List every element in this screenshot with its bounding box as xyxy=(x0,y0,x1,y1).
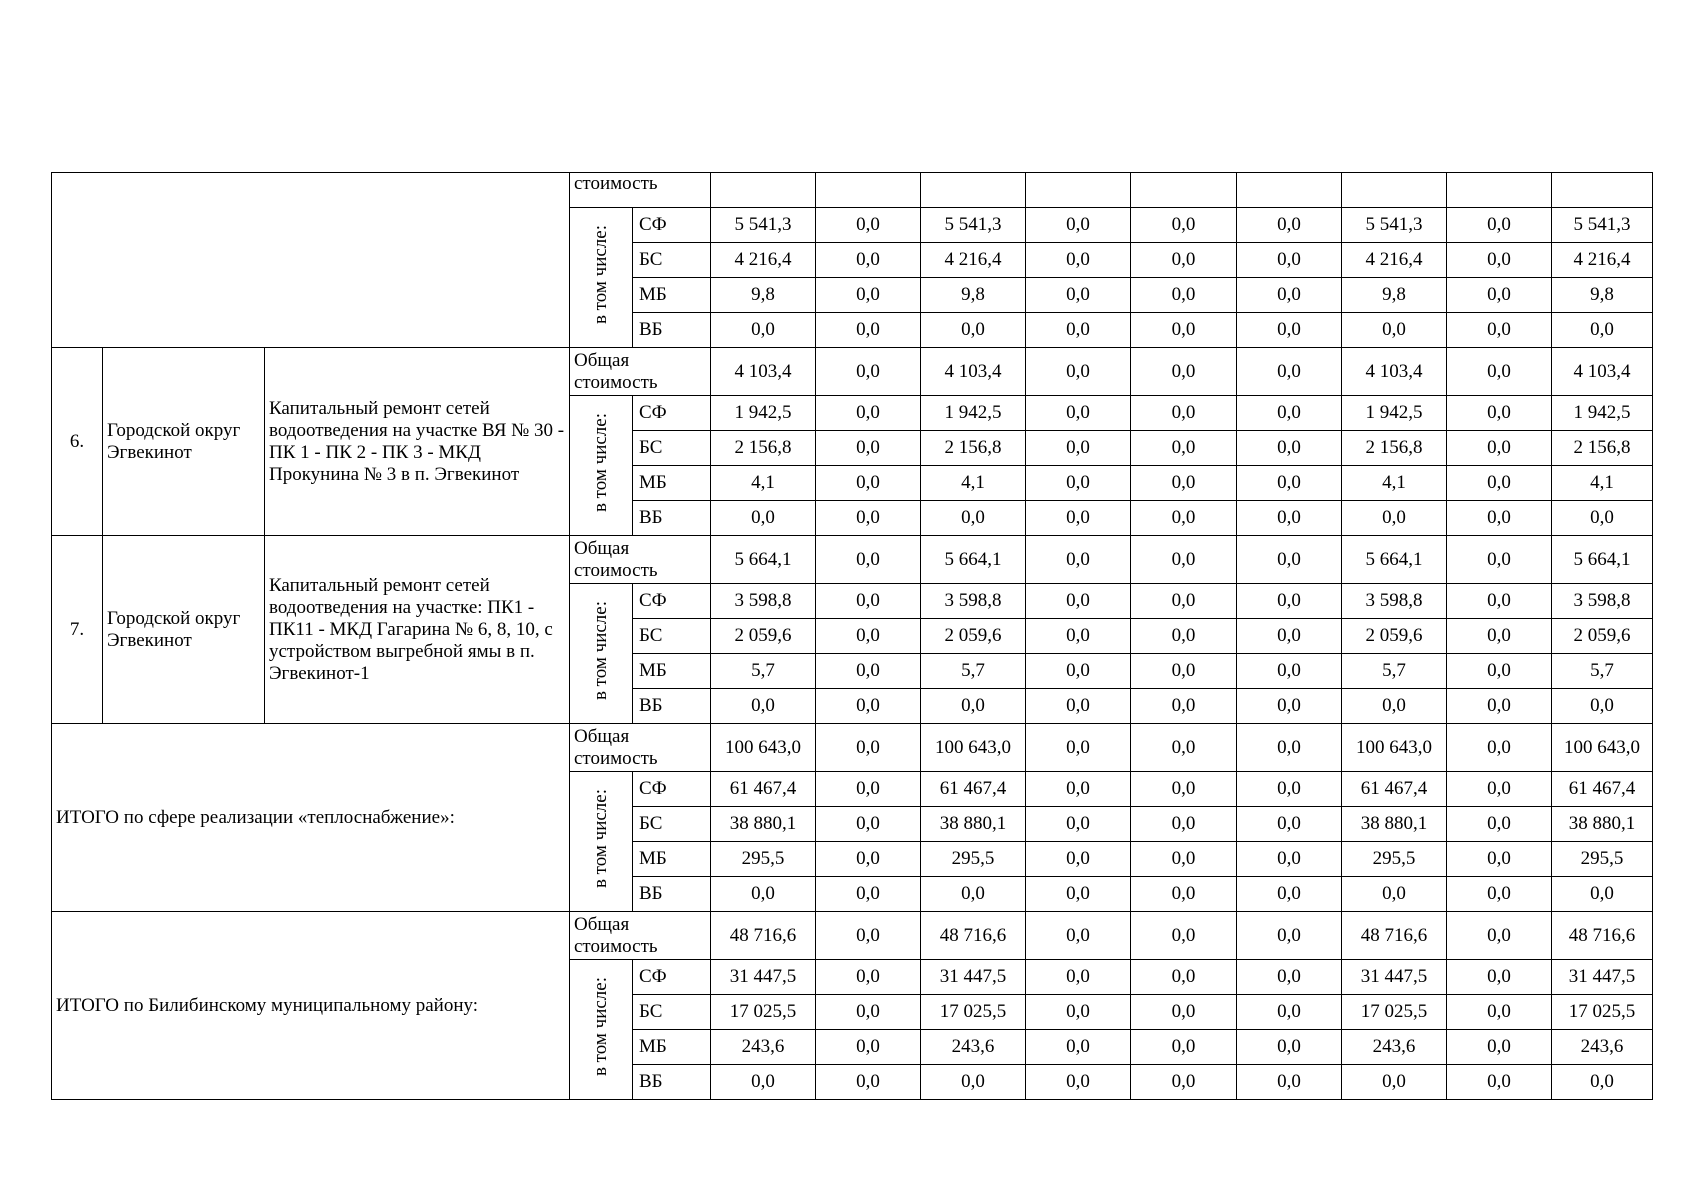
value-cell: 4 103,4 xyxy=(921,348,1026,396)
value-cell: 0,0 xyxy=(1447,431,1552,466)
funding-source-type: СФ xyxy=(633,772,711,807)
including-label: в том числе: xyxy=(570,960,633,1100)
value-cell: 0,0 xyxy=(1552,501,1653,536)
value-cell: 2 059,6 xyxy=(1342,619,1447,654)
value-cell: 100 643,0 xyxy=(1552,724,1653,772)
value-cell: 243,6 xyxy=(1552,1030,1653,1065)
value-cell: 17 025,5 xyxy=(1342,995,1447,1030)
total-cost-label: Общая стоимость xyxy=(570,724,711,772)
value-cell: 0,0 xyxy=(1131,431,1237,466)
total-cost-label: Общая стоимость xyxy=(570,912,711,960)
value-cell: 100 643,0 xyxy=(1342,724,1447,772)
value-cell: 0,0 xyxy=(1447,396,1552,431)
value-cell: 2 156,8 xyxy=(1552,431,1653,466)
value-cell: 0,0 xyxy=(1237,1030,1342,1065)
value-cell: 0,0 xyxy=(1026,466,1131,501)
value-cell: 1 942,5 xyxy=(921,396,1026,431)
value-cell: 0,0 xyxy=(1131,536,1237,584)
value-cell: 0,0 xyxy=(816,960,921,995)
value-cell: 0,0 xyxy=(1447,912,1552,960)
value-cell: 5 664,1 xyxy=(711,536,816,584)
value-cell: 0,0 xyxy=(1552,1065,1653,1100)
total-label: ИТОГО по сфере реализации «теплоснабжение»: xyxy=(52,724,570,912)
funding-source-type: МБ xyxy=(633,842,711,877)
funding-source-type: ВБ xyxy=(633,501,711,536)
value-cell: 0,0 xyxy=(1131,807,1237,842)
value-cell: 0,0 xyxy=(1237,724,1342,772)
value-cell: 0,0 xyxy=(1131,348,1237,396)
value-cell: 0,0 xyxy=(1131,619,1237,654)
value-cell: 17 025,5 xyxy=(711,995,816,1030)
value-cell: 0,0 xyxy=(1131,689,1237,724)
row-number: 7. xyxy=(52,536,103,724)
value-cell: 38 880,1 xyxy=(1552,807,1653,842)
value-cell xyxy=(1342,173,1447,208)
value-cell: 295,5 xyxy=(711,842,816,877)
value-cell: 0,0 xyxy=(1552,313,1653,348)
value-cell: 0,0 xyxy=(1447,208,1552,243)
value-cell: 0,0 xyxy=(1026,724,1131,772)
value-cell: 0,0 xyxy=(1237,877,1342,912)
value-cell: 0,0 xyxy=(1237,208,1342,243)
value-cell: 5 541,3 xyxy=(921,208,1026,243)
value-cell: 9,8 xyxy=(711,278,816,313)
value-cell: 0,0 xyxy=(816,1065,921,1100)
value-cell: 0,0 xyxy=(1342,313,1447,348)
value-cell: 0,0 xyxy=(1237,313,1342,348)
value-cell: 0,0 xyxy=(816,619,921,654)
funding-source-type: МБ xyxy=(633,1030,711,1065)
value-cell: 0,0 xyxy=(1447,877,1552,912)
value-cell: 61 467,4 xyxy=(711,772,816,807)
funding-source-type: МБ xyxy=(633,654,711,689)
value-cell xyxy=(1237,173,1342,208)
value-cell: 0,0 xyxy=(1342,1065,1447,1100)
value-cell: 0,0 xyxy=(1237,842,1342,877)
value-cell: 0,0 xyxy=(1131,501,1237,536)
funding-source-type: БС xyxy=(633,619,711,654)
value-cell: 2 156,8 xyxy=(921,431,1026,466)
value-cell: 31 447,5 xyxy=(1342,960,1447,995)
value-cell: 0,0 xyxy=(816,501,921,536)
value-cell: 0,0 xyxy=(1026,243,1131,278)
value-cell: 38 880,1 xyxy=(711,807,816,842)
value-cell: 295,5 xyxy=(1342,842,1447,877)
value-cell: 0,0 xyxy=(1447,724,1552,772)
total-cost-label: стоимость xyxy=(570,173,711,208)
funding-source-type: ВБ xyxy=(633,1065,711,1100)
total-cost-row xyxy=(52,536,1653,584)
funding-source-type: СФ xyxy=(633,396,711,431)
value-cell: 243,6 xyxy=(1342,1030,1447,1065)
value-cell: 0,0 xyxy=(1026,960,1131,995)
funding-source-type: БС xyxy=(633,243,711,278)
value-cell: 0,0 xyxy=(1026,912,1131,960)
total-cost-row xyxy=(52,173,1653,208)
value-cell: 0,0 xyxy=(1131,772,1237,807)
value-cell: 0,0 xyxy=(921,689,1026,724)
value-cell: 1 942,5 xyxy=(1552,396,1653,431)
value-cell: 0,0 xyxy=(1026,313,1131,348)
value-cell: 295,5 xyxy=(1552,842,1653,877)
value-cell: 0,0 xyxy=(921,501,1026,536)
value-cell: 0,0 xyxy=(1131,1065,1237,1100)
value-cell xyxy=(711,173,816,208)
value-cell: 0,0 xyxy=(1131,208,1237,243)
value-cell: 31 447,5 xyxy=(711,960,816,995)
value-cell xyxy=(816,173,921,208)
value-cell: 0,0 xyxy=(816,243,921,278)
value-cell xyxy=(921,173,1026,208)
value-cell: 9,8 xyxy=(1552,278,1653,313)
value-cell xyxy=(1552,173,1653,208)
value-cell: 243,6 xyxy=(921,1030,1026,1065)
value-cell: 0,0 xyxy=(1237,912,1342,960)
value-cell: 0,0 xyxy=(1237,396,1342,431)
value-cell: 0,0 xyxy=(1131,654,1237,689)
value-cell: 0,0 xyxy=(1026,501,1131,536)
value-cell: 3 598,8 xyxy=(921,584,1026,619)
value-cell: 0,0 xyxy=(1447,995,1552,1030)
value-cell: 2 156,8 xyxy=(1342,431,1447,466)
value-cell: 0,0 xyxy=(816,313,921,348)
value-cell: 0,0 xyxy=(816,877,921,912)
value-cell: 0,0 xyxy=(816,466,921,501)
value-cell: 5 541,3 xyxy=(711,208,816,243)
value-cell: 48 716,6 xyxy=(1342,912,1447,960)
value-cell: 0,0 xyxy=(1131,396,1237,431)
value-cell: 0,0 xyxy=(816,208,921,243)
value-cell: 0,0 xyxy=(1342,501,1447,536)
value-cell: 0,0 xyxy=(1237,772,1342,807)
value-cell: 48 716,6 xyxy=(711,912,816,960)
value-cell: 2 059,6 xyxy=(1552,619,1653,654)
value-cell: 5 541,3 xyxy=(1552,208,1653,243)
value-cell: 0,0 xyxy=(816,348,921,396)
value-cell: 0,0 xyxy=(711,877,816,912)
value-cell: 0,0 xyxy=(711,501,816,536)
value-cell: 243,6 xyxy=(711,1030,816,1065)
project-description: Капитальный ремонт сетей водоотведения на участке ВЯ № 30 - ПК 1 - ПК 2 - ПК 3 - МКД Прокунина № 3 в п. Эгвекинот xyxy=(265,348,570,536)
value-cell: 4 216,4 xyxy=(711,243,816,278)
value-cell: 0,0 xyxy=(921,877,1026,912)
value-cell: 0,0 xyxy=(1026,877,1131,912)
value-cell: 38 880,1 xyxy=(921,807,1026,842)
value-cell: 38 880,1 xyxy=(1342,807,1447,842)
value-cell: 0,0 xyxy=(816,912,921,960)
value-cell: 0,0 xyxy=(816,536,921,584)
value-cell: 61 467,4 xyxy=(1342,772,1447,807)
value-cell: 5,7 xyxy=(1552,654,1653,689)
value-cell: 0,0 xyxy=(816,278,921,313)
value-cell: 0,0 xyxy=(711,313,816,348)
value-cell: 0,0 xyxy=(921,1065,1026,1100)
value-cell: 0,0 xyxy=(1131,466,1237,501)
value-cell: 0,0 xyxy=(1237,278,1342,313)
funding-source-type: ВБ xyxy=(633,689,711,724)
value-cell: 0,0 xyxy=(1131,960,1237,995)
value-cell: 0,0 xyxy=(711,1065,816,1100)
value-cell: 0,0 xyxy=(1342,877,1447,912)
value-cell: 0,0 xyxy=(1131,313,1237,348)
funding-source-type: БС xyxy=(633,431,711,466)
value-cell: 0,0 xyxy=(1237,689,1342,724)
value-cell: 0,0 xyxy=(1131,243,1237,278)
value-cell: 48 716,6 xyxy=(1552,912,1653,960)
total-cost-label: Общая стоимость xyxy=(570,536,711,584)
financing-table xyxy=(51,172,1653,1100)
value-cell: 0,0 xyxy=(1026,772,1131,807)
value-cell: 0,0 xyxy=(1237,243,1342,278)
value-cell: 17 025,5 xyxy=(921,995,1026,1030)
funding-source-type: МБ xyxy=(633,466,711,501)
value-cell: 295,5 xyxy=(921,842,1026,877)
row-number: 6. xyxy=(52,348,103,536)
project-description: Капитальный ремонт сетей водоотведения на участке: ПК1 - ПК11 - МКД Гагарина № 6, 8, 10, с устройством выгребной ямы в п. Эгвекинот-1 xyxy=(265,536,570,724)
value-cell: 5 664,1 xyxy=(1552,536,1653,584)
value-cell: 0,0 xyxy=(816,724,921,772)
value-cell: 4,1 xyxy=(921,466,1026,501)
value-cell: 0,0 xyxy=(1026,348,1131,396)
value-cell: 0,0 xyxy=(1447,1030,1552,1065)
value-cell: 0,0 xyxy=(1131,724,1237,772)
value-cell: 5 664,1 xyxy=(1342,536,1447,584)
continued-block-label xyxy=(52,173,570,348)
value-cell: 4 216,4 xyxy=(921,243,1026,278)
funding-source-type: МБ xyxy=(633,278,711,313)
value-cell: 0,0 xyxy=(1237,654,1342,689)
value-cell: 2 156,8 xyxy=(711,431,816,466)
value-cell: 0,0 xyxy=(816,689,921,724)
value-cell: 0,0 xyxy=(1026,842,1131,877)
total-cost-label: Общая стоимость xyxy=(570,348,711,396)
value-cell: 4,1 xyxy=(1342,466,1447,501)
total-cost-row xyxy=(52,724,1653,772)
value-cell: 2 059,6 xyxy=(711,619,816,654)
value-cell: 4,1 xyxy=(1552,466,1653,501)
value-cell: 5 664,1 xyxy=(921,536,1026,584)
value-cell: 61 467,4 xyxy=(1552,772,1653,807)
value-cell: 0,0 xyxy=(1447,1065,1552,1100)
value-cell: 3 598,8 xyxy=(711,584,816,619)
value-cell: 100 643,0 xyxy=(921,724,1026,772)
value-cell: 9,8 xyxy=(1342,278,1447,313)
value-cell: 31 447,5 xyxy=(1552,960,1653,995)
value-cell: 9,8 xyxy=(921,278,1026,313)
value-cell: 48 716,6 xyxy=(921,912,1026,960)
value-cell: 61 467,4 xyxy=(921,772,1026,807)
value-cell: 2 059,6 xyxy=(921,619,1026,654)
value-cell: 0,0 xyxy=(1026,995,1131,1030)
value-cell: 0,0 xyxy=(711,689,816,724)
value-cell: 0,0 xyxy=(1447,842,1552,877)
value-cell: 0,0 xyxy=(816,995,921,1030)
value-cell: 0,0 xyxy=(1237,1065,1342,1100)
including-label: в том числе: xyxy=(570,772,633,912)
value-cell: 0,0 xyxy=(1447,536,1552,584)
value-cell: 0,0 xyxy=(1237,536,1342,584)
value-cell: 0,0 xyxy=(1447,278,1552,313)
municipality-cell: Городской округ Эгвекинот xyxy=(103,348,265,536)
funding-source-type: СФ xyxy=(633,584,711,619)
including-label: в том числе: xyxy=(570,584,633,724)
value-cell: 1 942,5 xyxy=(1342,396,1447,431)
funding-source-type: ВБ xyxy=(633,313,711,348)
value-cell: 0,0 xyxy=(1026,396,1131,431)
value-cell: 0,0 xyxy=(1237,501,1342,536)
value-cell: 0,0 xyxy=(1026,278,1131,313)
municipality-cell: Городской округ Эгвекинот xyxy=(103,536,265,724)
value-cell: 0,0 xyxy=(1237,348,1342,396)
value-cell: 5,7 xyxy=(711,654,816,689)
value-cell: 0,0 xyxy=(1237,995,1342,1030)
value-cell: 0,0 xyxy=(1131,842,1237,877)
value-cell: 0,0 xyxy=(1026,584,1131,619)
value-cell: 0,0 xyxy=(1552,689,1653,724)
value-cell: 4 216,4 xyxy=(1552,243,1653,278)
funding-source-type: СФ xyxy=(633,960,711,995)
value-cell: 0,0 xyxy=(1342,689,1447,724)
value-cell: 5,7 xyxy=(921,654,1026,689)
value-cell: 0,0 xyxy=(1237,960,1342,995)
value-cell: 0,0 xyxy=(921,313,1026,348)
value-cell xyxy=(1447,173,1552,208)
value-cell: 0,0 xyxy=(1447,466,1552,501)
value-cell: 0,0 xyxy=(1131,278,1237,313)
value-cell: 0,0 xyxy=(1447,960,1552,995)
value-cell: 0,0 xyxy=(816,772,921,807)
value-cell xyxy=(1026,173,1131,208)
value-cell: 0,0 xyxy=(1237,807,1342,842)
value-cell: 0,0 xyxy=(1447,689,1552,724)
value-cell: 0,0 xyxy=(1131,995,1237,1030)
value-cell: 0,0 xyxy=(1552,877,1653,912)
value-cell: 0,0 xyxy=(816,1030,921,1065)
value-cell: 0,0 xyxy=(1026,536,1131,584)
value-cell: 0,0 xyxy=(1447,619,1552,654)
value-cell: 0,0 xyxy=(1447,807,1552,842)
value-cell: 4 103,4 xyxy=(1552,348,1653,396)
value-cell: 0,0 xyxy=(1026,1065,1131,1100)
value-cell: 5 541,3 xyxy=(1342,208,1447,243)
value-cell: 0,0 xyxy=(1237,431,1342,466)
value-cell: 0,0 xyxy=(1026,689,1131,724)
value-cell: 4 103,4 xyxy=(1342,348,1447,396)
value-cell: 4 103,4 xyxy=(711,348,816,396)
value-cell: 0,0 xyxy=(1026,807,1131,842)
value-cell: 0,0 xyxy=(1447,501,1552,536)
value-cell: 31 447,5 xyxy=(921,960,1026,995)
value-cell: 0,0 xyxy=(816,654,921,689)
value-cell: 0,0 xyxy=(816,807,921,842)
value-cell: 5,7 xyxy=(1342,654,1447,689)
value-cell: 0,0 xyxy=(1237,466,1342,501)
total-cost-row xyxy=(52,348,1653,396)
value-cell: 0,0 xyxy=(816,431,921,466)
value-cell: 17 025,5 xyxy=(1552,995,1653,1030)
value-cell: 0,0 xyxy=(1237,619,1342,654)
funding-source-type: БС xyxy=(633,995,711,1030)
funding-source-type: ВБ xyxy=(633,877,711,912)
value-cell: 0,0 xyxy=(1026,654,1131,689)
value-cell: 0,0 xyxy=(1131,584,1237,619)
value-cell: 0,0 xyxy=(816,842,921,877)
value-cell: 4,1 xyxy=(711,466,816,501)
value-cell: 3 598,8 xyxy=(1552,584,1653,619)
value-cell: 0,0 xyxy=(1131,912,1237,960)
funding-source-type: БС xyxy=(633,807,711,842)
value-cell: 0,0 xyxy=(1026,1030,1131,1065)
value-cell: 1 942,5 xyxy=(711,396,816,431)
including-label: в том числе: xyxy=(570,396,633,536)
value-cell: 0,0 xyxy=(1447,313,1552,348)
value-cell: 0,0 xyxy=(1447,243,1552,278)
value-cell: 100 643,0 xyxy=(711,724,816,772)
value-cell: 0,0 xyxy=(1026,619,1131,654)
total-label: ИТОГО по Билибинскому муниципальному району: xyxy=(52,912,570,1100)
including-label: в том числе: xyxy=(570,208,633,348)
value-cell: 0,0 xyxy=(1131,877,1237,912)
value-cell xyxy=(1131,173,1237,208)
value-cell: 0,0 xyxy=(816,584,921,619)
value-cell: 0,0 xyxy=(1131,1030,1237,1065)
value-cell: 0,0 xyxy=(1237,584,1342,619)
total-cost-row xyxy=(52,912,1653,960)
value-cell: 0,0 xyxy=(1447,584,1552,619)
value-cell: 3 598,8 xyxy=(1342,584,1447,619)
funding-source-type: СФ xyxy=(633,208,711,243)
value-cell: 0,0 xyxy=(816,396,921,431)
value-cell: 0,0 xyxy=(1447,772,1552,807)
value-cell: 0,0 xyxy=(1026,208,1131,243)
value-cell: 4 216,4 xyxy=(1342,243,1447,278)
value-cell: 0,0 xyxy=(1447,654,1552,689)
value-cell: 0,0 xyxy=(1447,348,1552,396)
value-cell: 0,0 xyxy=(1026,431,1131,466)
